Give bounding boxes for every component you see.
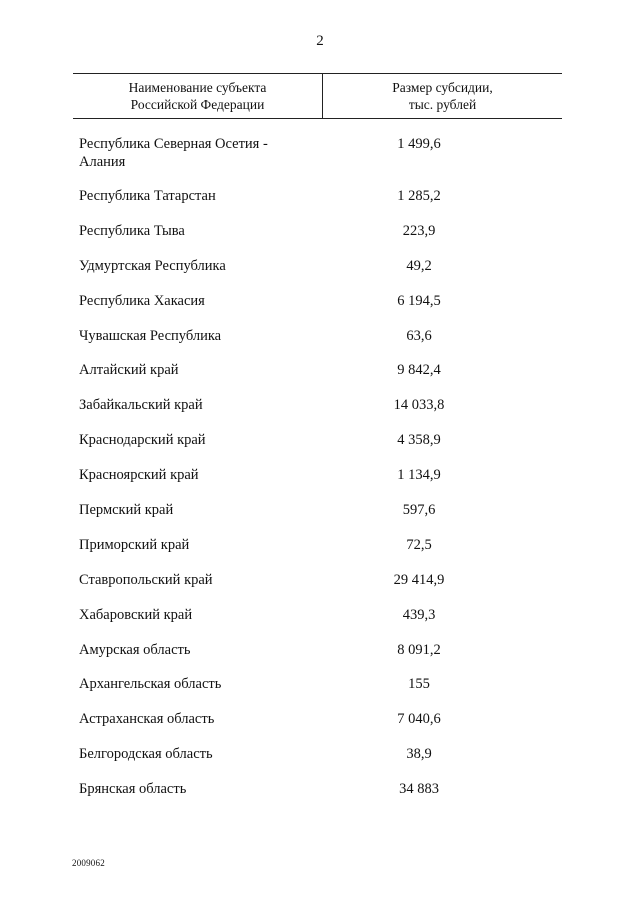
subject-name-cell: Республика Татарстан: [79, 188, 216, 204]
table-row: [79, 675, 562, 710]
subsidy-amount-cell: 1 134,9: [397, 467, 441, 484]
subject-name-cell: Удмуртская Республика: [79, 257, 226, 274]
subject-name-cell: Забайкальский край: [79, 397, 203, 414]
subject-name-cell: Хабаровский край: [79, 606, 193, 623]
subject-name-cell: Амурская область: [79, 641, 191, 658]
subsidy-amount-cell: 29 414,9: [393, 571, 445, 588]
subject-name-cell: Республика Хакасия: [79, 292, 205, 309]
table-row: [79, 536, 562, 571]
subsidy-amount-cell: 7 040,6: [397, 711, 441, 728]
subsidy-amount-cell: 439,3: [402, 606, 436, 623]
table-row: [79, 396, 562, 431]
subsidy-amount-cell: 223,9: [402, 222, 436, 239]
table-row: [79, 606, 562, 641]
table-row: [79, 501, 562, 536]
subject-name-cell: Пермский край: [79, 502, 174, 519]
subsidy-amount-cell: 63,6: [406, 327, 432, 344]
table-row: [79, 292, 562, 327]
table-row: [79, 327, 562, 362]
table-row: [79, 135, 562, 187]
subject-name-cell: Ставропольский край: [79, 571, 213, 588]
table-row: [79, 222, 562, 257]
column-header-subject-line1: Наименование субъекта: [128, 80, 267, 95]
subsidy-amount-cell: 9 842,4: [397, 362, 441, 379]
subsidy-amount-cell: 72,5: [406, 536, 432, 553]
subject-name-cell: Астраханская область: [79, 711, 215, 728]
page-number: 2: [316, 33, 324, 49]
subject-name-cell: Брянская область: [79, 781, 187, 798]
subject-name-cell: Алтайский край: [79, 362, 179, 379]
subject-name-cell: Приморский край: [79, 536, 190, 553]
table-row: [79, 431, 562, 466]
table-body: [79, 135, 562, 815]
subsidy-amount-cell: 6 194,5: [397, 292, 441, 309]
table-header: [73, 73, 562, 119]
subsidy-amount-cell: 1 285,2: [397, 188, 441, 204]
subsidy-amount-cell: 38,9: [406, 746, 432, 763]
table-row: [79, 780, 562, 815]
table-row: [79, 466, 562, 501]
subsidy-amount-cell: 597,6: [402, 502, 436, 519]
table-row: [79, 361, 562, 396]
subsidy-amount-cell: 8 091,2: [397, 641, 441, 658]
table-row: [79, 745, 562, 780]
table-row: [79, 571, 562, 606]
subject-name-cell: Красноярский край: [79, 467, 199, 484]
column-header-amount: [323, 74, 562, 118]
table-row: [79, 641, 562, 676]
column-header-amount-line1: Размер субсидии,: [392, 80, 493, 95]
subsidy-amount-cell: 49,2: [406, 257, 432, 274]
subsidy-amount-cell: 155: [408, 676, 430, 693]
table-row: [79, 257, 562, 292]
subsidy-amount-cell: 4 358,9: [397, 432, 441, 449]
table-row: [79, 187, 562, 222]
subsidy-amount-cell: 34 883: [399, 781, 439, 798]
column-header-amount-line2: тыс. рублей: [408, 97, 477, 112]
subsidy-amount-cell: 14 033,8: [393, 397, 445, 414]
subject-name-cell: Краснодарский край: [79, 432, 206, 449]
subject-name-cell: Архангельская область: [79, 676, 222, 693]
subsidy-amount-cell: 1 499,6: [397, 136, 441, 152]
subject-name-cell: Белгородская область: [79, 746, 213, 763]
subject-name-cell: Чувашская Республика: [79, 327, 222, 344]
footer-code: 2009062: [72, 858, 105, 868]
subject-name-cell: Республика Северная Осетия - Алания: [79, 136, 268, 170]
column-header-subject-line2: Российской Федерации: [130, 97, 265, 112]
subject-name-cell: Республика Тыва: [79, 222, 185, 239]
table-row: [79, 710, 562, 745]
column-header-subject: [73, 74, 323, 118]
